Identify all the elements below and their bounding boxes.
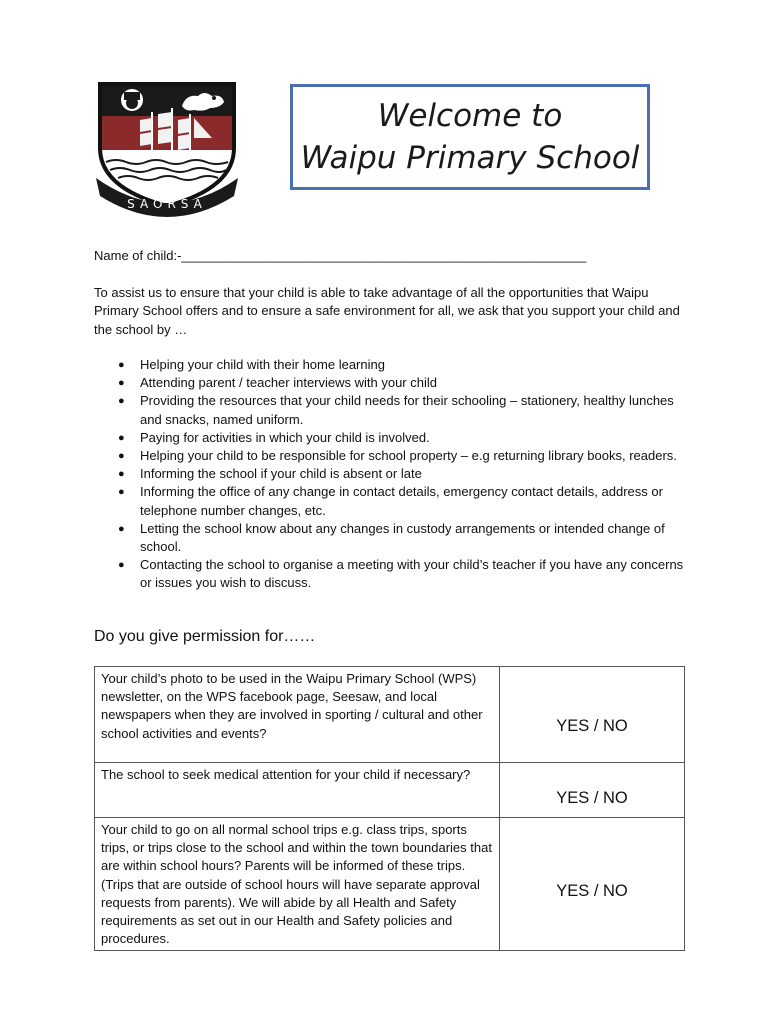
bullet-icon: ●	[118, 486, 125, 499]
welcome-title-box	[290, 84, 650, 190]
yes-no-option[interactable]: YES / NO	[556, 882, 628, 900]
crest-motto: SAORSA	[127, 197, 207, 211]
list-item: ● Contacting the school to organise a meeting with your child’s teacher if you have any concerns or issues you wish to discuss.	[118, 557, 684, 591]
permission-question: Your child’s photo to be used in the Waipu Primary School (WPS) newsletter, on the WPS facebook page, Seesaw, and local newspapers when they are involved in sporting / cultural and other school activities and events?	[95, 667, 500, 763]
commitments-list	[94, 356, 694, 593]
permission-heading: Do you give permission for……	[94, 628, 316, 645]
list-item: ● Helping your child to be responsible for school property – e.g returning library books, readers.	[94, 447, 694, 465]
table-row	[95, 763, 685, 818]
permission-question: Your child to go on all normal school trips e.g. class trips, sports trips, or trips close to the school and within the town boundaries that are within school hours? Parents will be informed of these trips. (Trips that are outside of school hours will have separate approval requests from parents). We will abide by all Health and Safety requirements as set out in our Health and Safety policies and procedures.	[95, 818, 500, 951]
list-item: ● Helping your child with their home learning	[94, 356, 694, 374]
bullet-icon: ●	[118, 431, 125, 444]
bullet-icon: ●	[118, 395, 125, 408]
yes-no-answer-cell[interactable]	[500, 818, 685, 951]
list-item: ● Informing the school if your child is absent or late	[94, 465, 694, 483]
list-item: ● Letting the school know about any changes in custody arrangements or intended change of school.	[118, 520, 665, 555]
bullet-icon: ●	[118, 559, 125, 572]
list-item: ● Paying for activities in which your child is involved.	[94, 429, 694, 447]
yes-no-option[interactable]: YES / NO	[556, 717, 628, 735]
list-item: ● Informing the office of any change in contact details, emergency contact details, address or telephone number changes, etc.	[118, 484, 663, 518]
yes-no-answer-cell[interactable]	[500, 667, 685, 763]
intro-paragraph: To assist us to ensure that your child is able to take advantage of all the opportunities that Waipu Primary School offers and to ensure a safe environment for all, we ask that you support your child and the school by …	[94, 285, 680, 337]
title-line-2: Waipu Primary School	[300, 140, 640, 176]
bullet-icon: ●	[118, 377, 125, 390]
bullet-icon: ●	[118, 522, 125, 535]
yes-no-option[interactable]: YES / NO	[556, 789, 628, 807]
bullet-icon: ●	[118, 450, 125, 463]
permission-question: The school to seek medical attention for your child if necessary?	[95, 763, 500, 818]
bullet-icon: ●	[118, 468, 125, 481]
table-row	[95, 667, 685, 763]
bullet-icon: ●	[118, 359, 125, 371]
child-name-field[interactable]: Name of child:-________________________________________________________	[94, 248, 587, 263]
list-item: ● Attending parent / teacher interviews with your child	[94, 374, 694, 392]
table-row	[95, 818, 685, 951]
title-line-1: Welcome to	[377, 98, 563, 134]
permission-table	[94, 666, 685, 951]
yes-no-answer-cell[interactable]	[500, 763, 685, 818]
list-item: ● Providing the resources that your child needs for their schooling – stationery, healthy lunches and snacks, named uniform.	[118, 393, 674, 427]
school-crest-logo	[94, 78, 240, 220]
